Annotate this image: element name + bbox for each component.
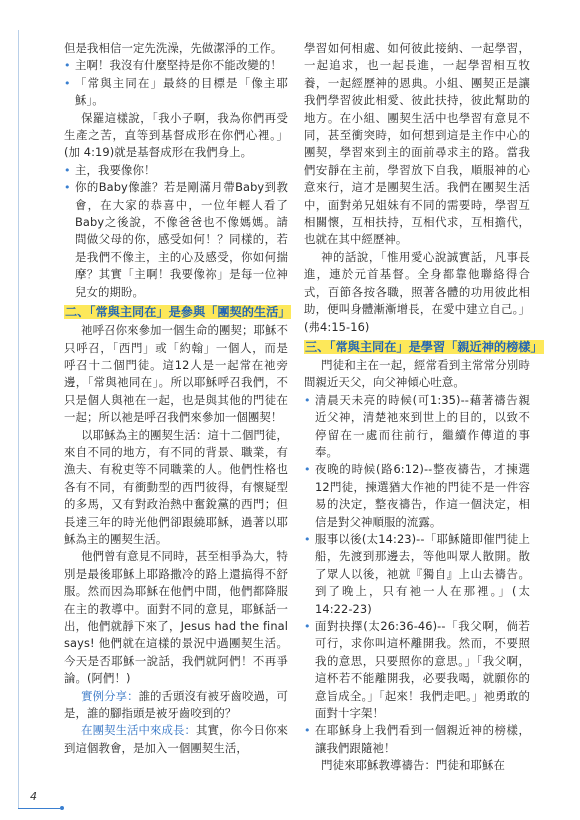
paragraph: 保羅這樣說，「我小子啊，我為你們再受生產之苦，直等到基督成形在你們心裡。」(加 4:19)就是基督成形在我們身上。 [64,110,288,160]
footer-rule [18,808,60,809]
paragraph: 他們曾有意見不同時，甚至相爭為大，特別是最後耶穌上耶路撒冷的路上還搞得不舒服。然而因為耶穌在他們中間，他們都降服在主的教導中。面對不同的意見，耶穌話一出，他們就靜下來了，Jesus had the final says! 他們就在這樣的景況中過團契生活。今天是否耶穌一說話，我們就阿們！不再爭論。(阿們！) [64,549,288,686]
bullet-dot-icon: • [304,463,311,477]
growth-paragraph: 在團契生活中來成長：其實，你今日你來到這個教會，是加入一個團契生活， [64,723,288,755]
section-heading-2: 二、「常與主同在」是參與「團契的生活」 [65,305,291,320]
bullet-dot-icon: • [64,59,71,73]
bullet-dot-icon: • [64,76,71,90]
left-column [64,40,291,757]
bullet-dot-icon: • [64,181,71,195]
bullet-dot-icon: • [304,724,311,738]
bullet-item: • 主，我要像你！ [64,162,288,179]
bullet-item: • 主啊！我沒有什麼堅持是你不能改變的！ [64,57,288,74]
bullet-dot-icon: • [304,393,311,407]
page-number: 4 [30,790,37,803]
bullet-dot-icon: • [304,620,311,633]
example-label: 實例分享： [81,688,139,703]
bullet-item: • 服事以後(太14:23)--「耶穌隨即催門徒上船，先渡到那邊去，等他叫眾人散開。散了眾人以後，祂就『獨自』上山去禱告。到了晚上，只有祂一人在那裡。」(太14:22-23) [304,531,530,616]
paragraph: 學習如何相處、如何彼此接納、一起學習，一起追求，也一起長進，一起學習相互牧養，一起經歷神的恩典。小組、團契正是讓我們學習彼此相愛、彼此扶持，彼此幫助的地方。在小組、團契生活中也學習有意見不同，甚至衝突時，如何想到這是主作中心的團契，學習來到主的面前尋求主的路。當我們安靜在主前，學習放下自我，順服神的心意來行，這才是團契生活。我們在團契生活中，面對弟兄姐妹有不同的需要時，學習互相關懷，互相扶持，互相代求，互相擔代，也就在其中經歷神。 [304,41,530,247]
paragraph: 但是我相信一定先洗澡，先做潔淨的工作。 [64,41,283,55]
bullet-item: • 夜晚的時候(路6:12)--整夜禱告，才揀選12門徒，揀選猶大作祂的門徒不是一件容易的決定，整夜禱告，作這一個決定，相信是對父神順服的流露。 [304,462,530,529]
bullet-item: • 「常與主同在」最終的目標是「像主耶穌」。 [64,75,288,108]
example-paragraph: 實例分享：誰的舌頭沒有被牙齒咬過，可是，誰的腳指頭是被牙齒咬到的？ [64,688,288,721]
paragraph: 以耶穌為主的團契生活：這十二個門徒，來自不同的地方，有不同的背景、職業，有漁夫、有稅吏等不同職業的人。他們性格也各有不同，有衝動型的西門彼得，有懷疑型的多馬，又有對政治熱中奮銳黨的西門；但長達三年的時光他們卻跟繞耶穌，過著以耶穌為主的團契生活。 [64,427,288,546]
right-column [304,40,543,775]
paragraph: 門徒來耶穌教導禱告：門徒和耶穌在 [321,758,505,773]
bullet-item: • 你的Baby像誰？若是剛滿月帶Baby到教會，在大家的恭喜中，一位年輕人看了Baby之後說，不像爸爸也不像媽媽。請問做父母的你，感受如何！？同樣的，若是我們不像主，主的心及感受，你如何揣摩？其實「主啊！我要像祢」是每一位神兒女的期盼。 [64,180,288,299]
paragraph: 門徒和主在一起，經常看到主常常分別時間親近天父，向父神傾心吐意。 [304,357,530,390]
bullet-dot-icon: • [304,532,311,546]
footer-dot-icon [60,806,64,810]
bullet-dot-icon: • [64,163,71,177]
bullet-item: • 清晨天未亮的時候(可1:35)--藉著禱告親近父神，清楚祂來到世上的目的，以致不停留在一處而往前行，繼續作傳道的事奉。 [304,392,530,459]
growth-label: 在團契生活中來成長： [81,723,197,738]
paragraph: 祂呼召你來參加一個生命的團契；耶穌不只呼召，「西門」或「約翰」一個人，而是呼召十二個門徒。這12人是一起常在祂旁邊，「常與祂同在」。所以耶穌呼召我們，不只是個人與祂在一起，也是與其他的門徒在一起；所以祂是呼召我們來參加一個團契！ [64,323,288,425]
section-heading-3: 三、「常與主同在」是學習「親近神的榜樣」 [305,339,543,354]
bullet-item: • 面對抉擇(太26:36-46)--「我父啊，倘若可行，求你叫這杯離開我。然而，不要照我的意思，只要照你的意思。」「我父啊，這杯若不能離開我，必要我喝，就願你的意旨成全。」「起來！我們走吧。」祂勇敢的面對十字架！ [304,619,530,721]
bullet-item: • 在耶穌身上我們看到一個親近神的榜樣，讓我們跟隨祂！ [304,723,530,755]
margin-rule [18,30,19,808]
paragraph: 神的話說，「惟用愛心說誠實話，凡事長進，連於元首基督。全身都靠他聯絡得合式，百節各按各職，照著各體的功用彼此相助，便叫身體漸漸增長，在愛中建立自己。」(弗4:15-16) [304,249,530,334]
